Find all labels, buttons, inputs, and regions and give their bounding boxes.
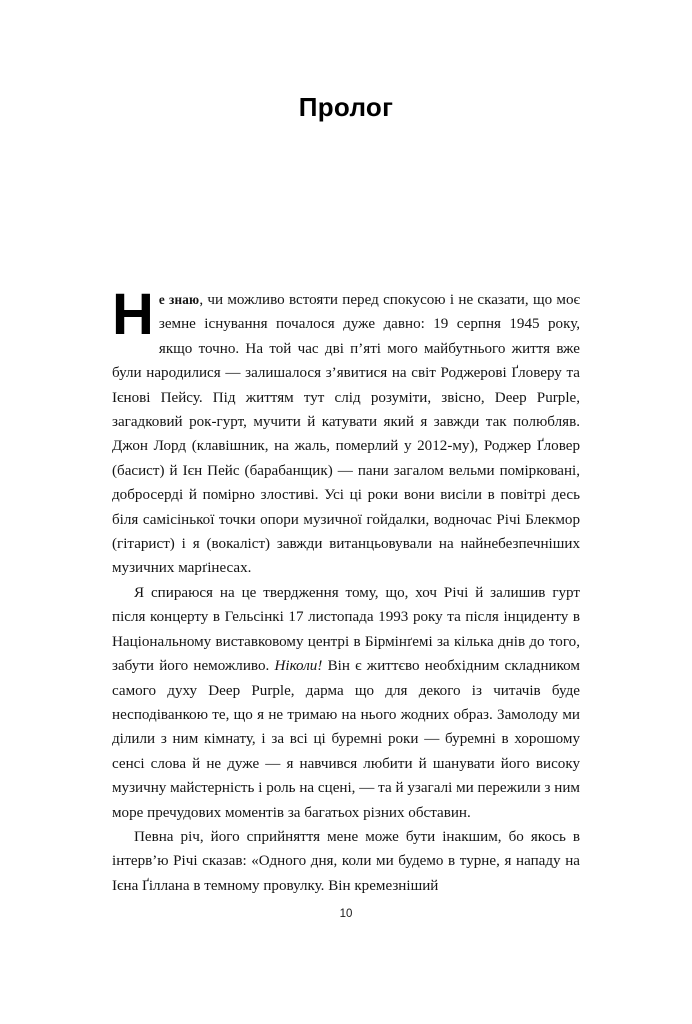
paragraph-1	[112, 282, 580, 581]
paragraph-3	[112, 825, 580, 898]
page-title: Пролог	[298, 92, 394, 122]
paragraph-3-text: Певна річ, його сприйняття мене може бути інакшим, бо якось в інтерв’ю Річі сказав: «Одного дня, коли ми будемо в турне, я нападу на Ієна Ґіллана в темному провулку. Він кремезніший	[112, 828, 580, 894]
paragraph-2-emphasis: Ніколи!	[274, 658, 323, 675]
page-number: 10	[339, 908, 353, 920]
paragraph-2-text-a: Я спираюся на це твердження тому, що, хоч Річі й залишив гурт після концерту в Гельсінкі 17 листопада 1993 року та після інциденту в Національному виставковому центрі в Бірмінґемі за кілька днів до того, забути його неможливо.	[112, 584, 580, 675]
paragraph-1-text: , чи можливо встояти перед спокусою і не сказати, що моє земне існування почалося дуже давно: 19 серпня 1945 року, якщо точно. На той час дві п’яті мого майбутнього життя вже були народилися — залишалося з’явитися на світ Роджерові Ґловеру та Ієнові Пейсу. Під життям тут слід розуміти, звісно, Deep Purple, загадковий рок-гурт, мучити й катувати який я завжди так полюбляв. Джон Лорд (клавішник, на жаль, померлий у 2012-му), Роджер Ґловер (басист) й Ієн Пейс (барабанщик) — пани загалом вельми помірковані, добросерді й помірно злостиві. Усі ці роки вони висіли в повітрі десь біля самісінької точки опори музичної гойдалки, водночас Річі Блекмор (гітарист) і я (вокаліст) завжди витанцьовували на найнебезпечніших музичних марґінесах.	[112, 292, 580, 577]
drop-cap: Н	[112, 282, 154, 347]
paragraph-2	[112, 581, 580, 825]
body-text	[112, 282, 580, 898]
paragraph-2-text-b: Він є життєво необхідним складником самого духу Deep Purple, дарма що для декого із читачів буде несподіванкою те, що я не тримаю на нього жодних образ. Замолоду ми ділили з ним кімнату, і за всі ці буремні роки — буремні в хорошому сенсі слова й не дуже — я навчився любити й шанувати його високу музичну майстерність і роль на сцені, — та й узагалі ми пережили з ним море пречудових моментів за багатьох різних обставин.	[112, 658, 580, 821]
paragraph-lead-in: е знаю	[158, 292, 200, 307]
